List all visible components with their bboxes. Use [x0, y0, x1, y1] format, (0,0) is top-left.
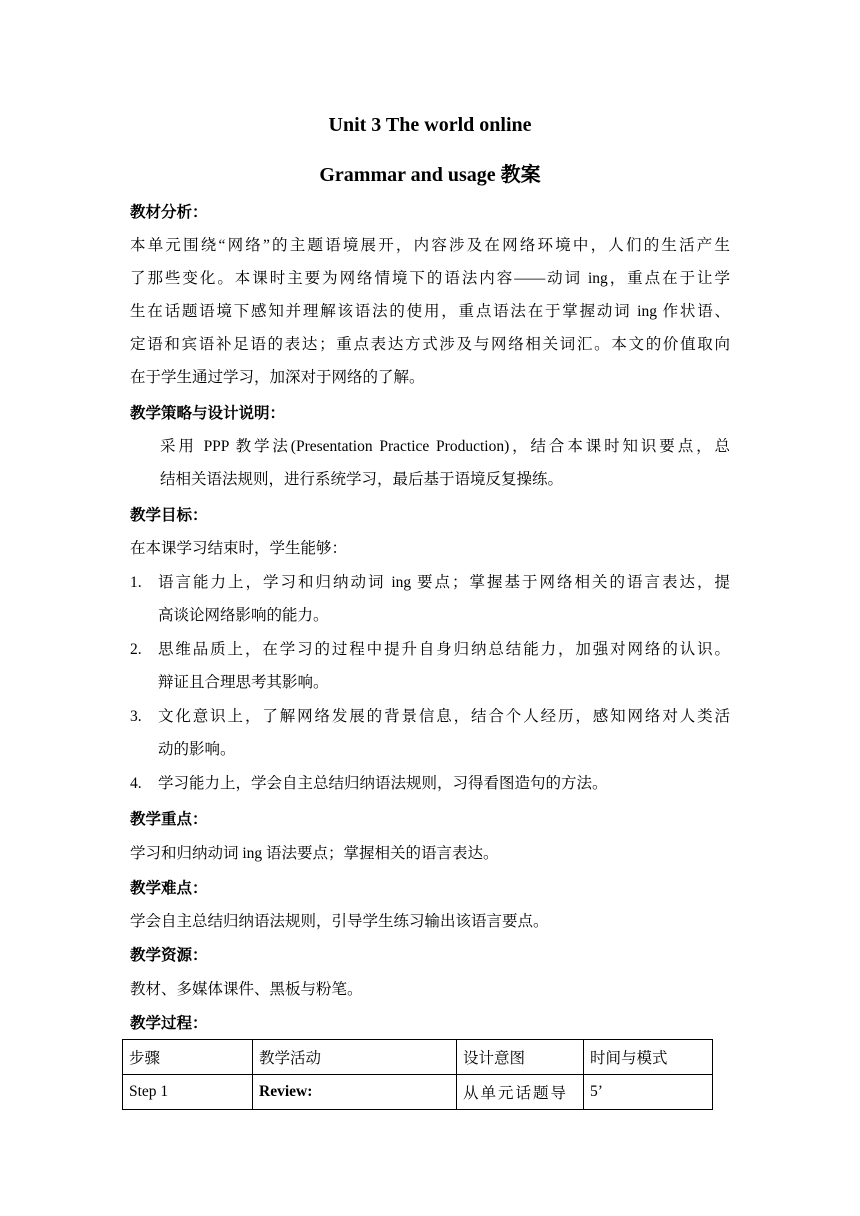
resources-heading: 教学资源：: [130, 947, 208, 964]
key-points-text: 学习和归纳动词 ing 语法要点；掌握相关的语言表达。: [130, 845, 499, 862]
key-points-heading: 教学重点：: [130, 811, 208, 828]
analysis-line: 本单元围绕“网络”的主题语境展开，内容涉及在网络环境中，人们的生活产生: [130, 237, 730, 254]
difficulties-heading: 教学难点：: [130, 880, 208, 897]
process-table: [122, 1039, 713, 1110]
goal-item-line: 语言能力上，学习和归纳动词 ing 要点；掌握基于网络相关的语言表达，提: [158, 574, 730, 591]
analysis-line: 了那些变化。本课时主要为网络情境下的语法内容——动词 ing，重点在于让学: [130, 270, 730, 287]
table-header-row: [123, 1040, 713, 1075]
goal-item-line: 思维品质上，在学习的过程中提升自身归纳总结能力，加强对网络的认识。: [158, 641, 730, 658]
table-header-cell: 教学活动: [253, 1040, 457, 1075]
analysis-heading: 教材分析：: [130, 204, 208, 221]
strategy-line: 采用 PPP 教学法(Presentation Practice Production)，结合本课时知识要点，总: [160, 438, 730, 455]
goal-item-line: 文化意识上，了解网络发展的背景信息，结合个人经历，感知网络对人类活: [158, 708, 730, 725]
process-heading: 教学过程：: [130, 1015, 208, 1032]
goals-intro: 在本课学习结束时，学生能够：: [130, 540, 348, 557]
table-cell: Review:: [253, 1075, 457, 1110]
analysis-line: 生在话题语境下感知并理解该语法的使用，重点语法在于掌握动词 ing 作状语、: [130, 303, 730, 320]
goal-item-line: 动的影响。: [158, 741, 236, 758]
goal-number: 2.: [130, 641, 142, 658]
goal-number: 1.: [130, 574, 142, 591]
document-subtitle: Grammar and usage 教案: [319, 164, 541, 186]
goal-item-line: 学习能力上，学会自主总结归纳语法规则，习得看图造句的方法。: [158, 775, 608, 792]
table-header-cell: 步骤: [123, 1040, 253, 1075]
analysis-line: 定语和宾语补足语的表达；重点表达方式涉及与网络相关词汇。本文的价值取向: [130, 336, 730, 353]
table-header-cell: 设计意图: [457, 1040, 584, 1075]
goal-item-line: 辩证且合理思考其影响。: [158, 674, 329, 691]
goal-item-line: 高谈论网络影响的能力。: [158, 607, 329, 624]
difficulties-text: 学会自主总结归纳语法规则，引导学生练习输出该语言要点。: [130, 913, 549, 930]
table-cell: 从单元话题导: [457, 1075, 584, 1110]
goals-heading: 教学目标：: [130, 507, 208, 524]
table-cell: 5’: [584, 1075, 713, 1110]
goal-number: 4.: [130, 775, 142, 792]
analysis-line: 在于学生通过学习，加深对于网络的了解。: [130, 369, 425, 386]
strategy-line: 结相关语法规则，进行系统学习，最后基于语境反复操练。: [160, 471, 564, 488]
table-row: [123, 1075, 713, 1110]
table-header-cell: 时间与模式: [584, 1040, 713, 1075]
resources-text: 教材、多媒体课件、黑板与粉笔。: [130, 981, 363, 998]
table-cell: Step 1: [123, 1075, 253, 1110]
goal-number: 3.: [130, 708, 142, 725]
strategy-heading: 教学策略与设计说明：: [130, 405, 286, 422]
document-title: Unit 3 The world online: [328, 114, 532, 136]
